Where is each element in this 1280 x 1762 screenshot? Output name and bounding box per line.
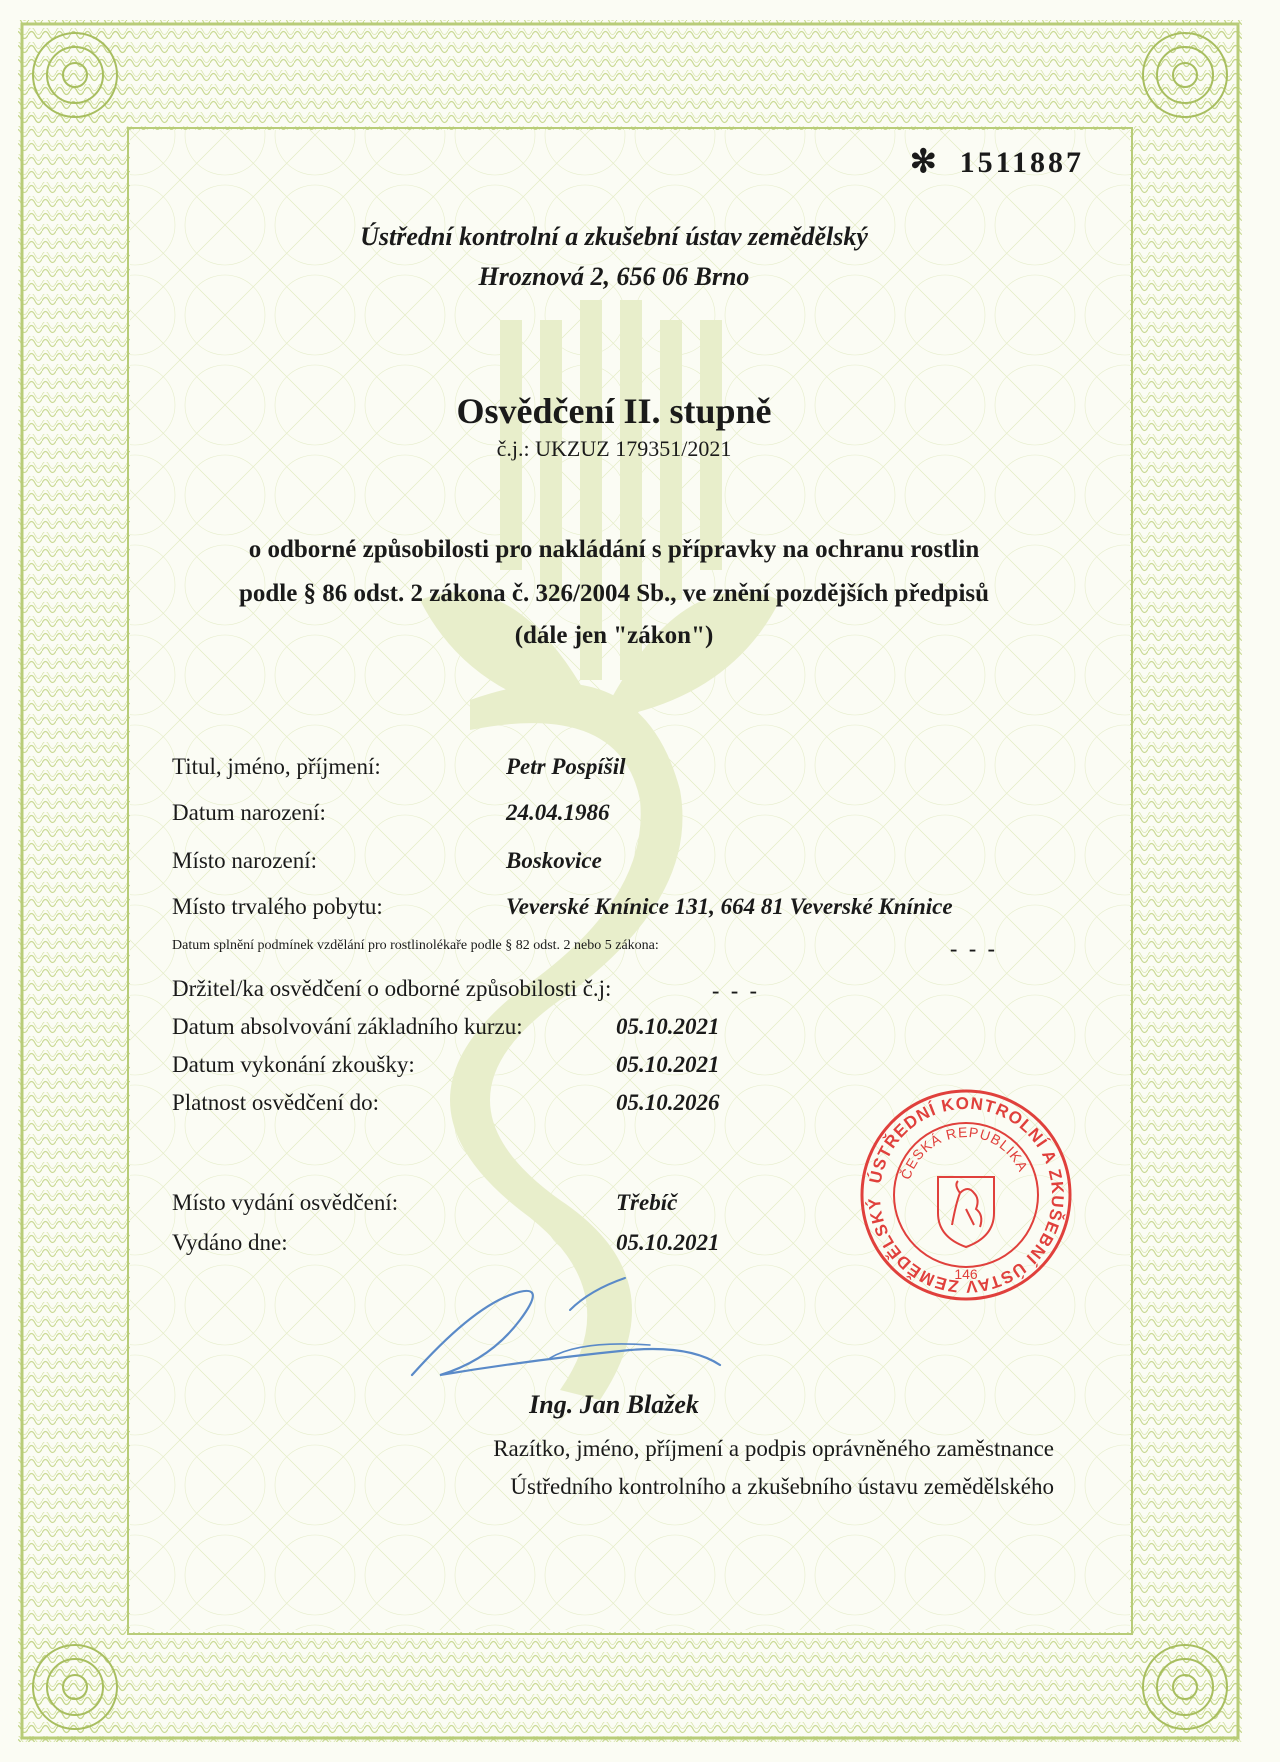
validity-value: 05.10.2026 [616, 1090, 720, 1115]
birthdate-value: 24.04.1986 [506, 800, 610, 825]
issue-date-value: 05.10.2021 [616, 1230, 720, 1255]
official-stamp [856, 1085, 1076, 1305]
validity-label: Platnost osvědčení do: [172, 1090, 379, 1115]
signature-caption-line-2: Ústředního kontrolního a zkušebního ústavu zemědělského [510, 1474, 1054, 1499]
svg-text:ČESKÁ REPUBLIKA [897, 1124, 1031, 1182]
signer-name: Ing. Jan Blažek [529, 1390, 699, 1419]
issuer-name: Ústřední kontrolní a zkušební ústav zemědělský [360, 222, 868, 251]
subtitle-line-1: o odborné způsobilosti pro nakládání s přípravky na ochranu rostlin [248, 536, 980, 563]
exam-label: Datum vykonání zkoušky: [172, 1052, 415, 1077]
course-label: Datum absolvování základního kurzu: [172, 1014, 523, 1039]
exam-value: 05.10.2021 [616, 1052, 720, 1077]
reference-number: č.j.: UKZUZ 179351/2021 [496, 436, 732, 461]
issue-place-label: Místo vydání osvědčení: [172, 1190, 399, 1215]
birthplace-label: Místo narození: [172, 848, 317, 873]
issue-date-label: Vydáno dne: [172, 1230, 288, 1255]
issue-place-value: Třebíč [616, 1190, 678, 1215]
name-value: Petr Pospíšil [506, 754, 626, 779]
residence-label: Místo trvalého pobytu: [172, 894, 383, 919]
education-note: Datum splnění podmínek vzdělání pro rostlinolékaře podle § 82 odst. 2 nebo 5 zákona: [172, 938, 659, 953]
course-value: 05.10.2021 [616, 1014, 720, 1039]
serial-number [910, 142, 1084, 180]
handwritten-signature [400, 1250, 730, 1390]
signature-caption-line-1: Razítko, jméno, příjmení a podpis oprávněného zaměstnance [493, 1436, 1054, 1461]
stamp-inner-text: ČESKÁ REPUBLIKA [897, 1123, 1032, 1182]
subtitle-line-2: podle § 86 odst. 2 zákona č. 326/2004 Sb., ve znění pozdějších předpisů [238, 580, 990, 607]
asterisk-icon: ✻ [909, 143, 940, 179]
prior-cert-value: - - - [712, 978, 760, 1003]
issuer-address: Hroznová 2, 656 06 Brno [478, 262, 750, 291]
subtitle-line-3: (dále jen "zákon") [514, 622, 714, 649]
birthplace-value: Boskovice [506, 848, 602, 873]
stamp-outer-text: ÚSTŘEDNÍ KONTROLNÍ A ZKUŠEBNÍ ÚSTAV ZEMĚDĚLSKÝ [864, 1093, 1068, 1297]
serial-number-value: 1511887 [959, 146, 1084, 179]
education-value: - - - [950, 936, 998, 961]
prior-cert-label: Držitel/ka osvědčení o odborné způsobilosti č.j: [172, 976, 612, 1001]
name-label: Titul, jméno, příjmení: [172, 754, 381, 779]
lion-coat-of-arms-icon [938, 1177, 994, 1247]
stamp-number: 146 [954, 1266, 978, 1282]
certificate-title: Osvědčení II. stupně [456, 391, 772, 431]
residence-value: Veverské Knínice 131, 664 81 Veverské Knínice [506, 894, 953, 919]
birthdate-label: Datum narození: [172, 800, 326, 825]
